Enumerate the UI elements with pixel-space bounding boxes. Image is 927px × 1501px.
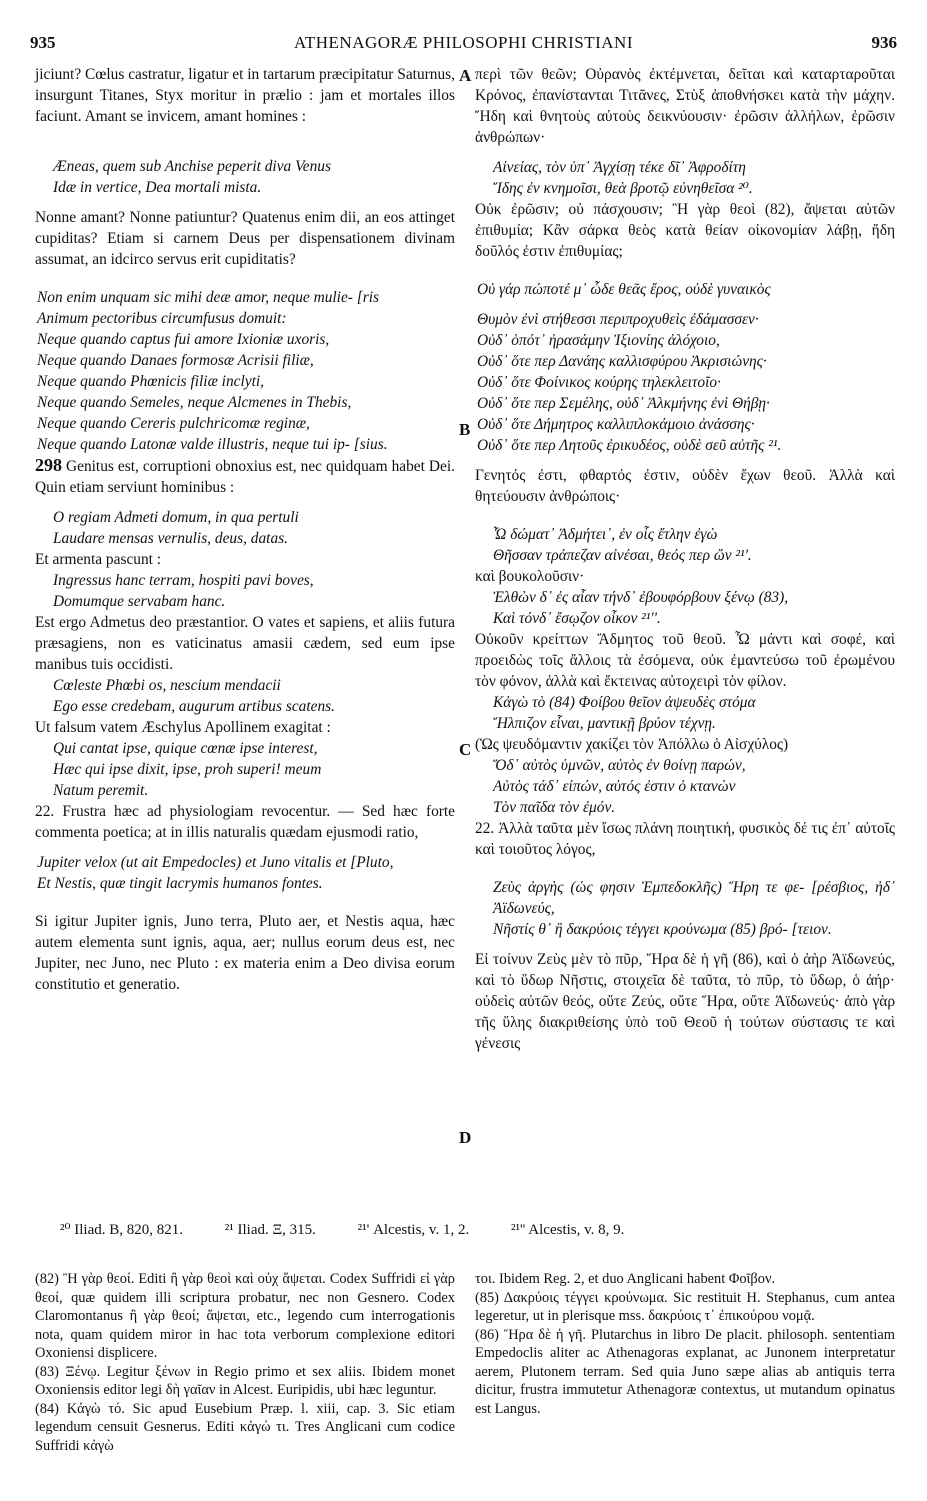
latin-verse-line: Animum pectoribus circumfusus domuit: <box>37 310 287 327</box>
greek-verse-line: Οὐ γάρ πώποτέ μ᾽ ὧδε θεᾶς ἔρος, οὐδὲ γυναικὸς <box>477 281 771 298</box>
latin-verse-line: Neque quando Phœnicis filiæ inclyti, <box>37 373 264 390</box>
running-title: ATHENAGORÆ PHILOSOPHI CHRISTIANI <box>293 33 633 52</box>
latin-verse-line: Neque quando Danaes formosæ Acrisii filiæ, <box>37 352 314 369</box>
latin-verse-line: Neque quando Cereris pulchricomæ reginæ, <box>37 415 310 432</box>
greek-paragraph: Οὐκοῦν κρείττων Ἄδμητος τοῦ θεοῦ. Ὦ μάντι καὶ σοφέ, καὶ προειδὼς τοῖς ἄλλοις τὰ ἐσόμενα, οὐκ ἐμαντεύσω τοῦ ἐρωμένου τὸν φόνον, ἀλλὰ καὶ ἔκτεινας αὐτοχειρὶ τὸν φίλον. <box>475 631 895 690</box>
critical-note: (82) Ἢ γὰρ θεοί. Editi ἢ γὰρ θεοὶ καὶ οὐχ ἅψεται. Codex Suffridi εἰ γὰρ θεοί, quæ quidem illi scriptura probatur, nec non Gesnero. Codex Claromontanus ἢ γὰρ θεοί; ἅψεται, etc., legendo cum interrogationis nota, quam quidem miror in hac tota verborum complexione editori Oxoniensi displicere. <box>35 1271 455 1361</box>
greek-verse-line: Ὅδ᾽ αὐτὸς ὑμνῶν, αὐτὸς ἐν θοίνῃ παρών, <box>493 757 746 774</box>
latin-paragraph: jiciunt? Cœlus castratur, ligatur et in tartarum præcipitatur Saturnus, insurgunt Titanes, Styx moritur in prælio : jam et mortales illos faciunt. Amant se invicem, amant homines : <box>35 66 455 125</box>
greek-verse-line: Οὐδ᾽ ὅτε Φοίνικος κούρης τηλεκλειτοῖο· <box>477 374 721 391</box>
greek-paragraph: καὶ βουκολοῦσιν· <box>475 568 585 585</box>
greek-verse-line: Ὦ δώματ᾽ Ἀδμήτει᾽, ἐν οἷς ἔτλην ἐγὼ <box>493 526 718 543</box>
notes-left-column <box>35 1270 455 1455</box>
critical-note: (85) Δακρύοις τέγγει κρούνωμα. Sic restituit H. Stephanus, cum antea legeretur, ut in plerisque mss. δακρύοις τ᾽ ἐπικούρου νομᾷ. <box>475 1289 895 1324</box>
latin-paragraph: Et armenta pascunt : <box>35 551 162 568</box>
latin-verse-line: Æneas, quem sub Anchise peperit diva Venus <box>53 158 331 175</box>
latin-paragraph: 298 Genitus est, corruptioni obnoxius est, nec quidquam habet Dei. Quin etiam serviunt hominibus : <box>35 455 455 496</box>
critical-note: τοι. Ibidem Reg. 2, et duo Anglicani habent Φοῖβον. <box>475 1271 776 1287</box>
greek-verse-line: Οὐδ᾽ ὅτε περ Σεμέλης, οὐδ᾽ Ἀλκμήνης ἐνὶ Θήβῃ· <box>477 395 770 412</box>
greek-paragraph: Οὐκ ἐρῶσιν; οὐ πάσχουσιν; Ἢ γὰρ θεοὶ (82), ἄψεται αὐτῶν ἐπιθυμία; Κἂν σάρκα θεὸς κατὰ θείαν οἰκονομίαν λάβῃ, ἤδη δοῦλός ἐστιν ἐπιθυμίας; <box>475 201 895 260</box>
left-page-number: 935 <box>30 33 56 52</box>
margin-letter-a: A <box>459 66 472 85</box>
critical-note: (86) Ἥρα δὲ ἡ γῆ. Plutarchus in libro De placit. philosoph. sententiam Empedoclis aliter ac Athenagoras explanat, ac Junonem interpretatur aerem, Plutonem terram. Sed quia Juno sæpe alias ab antiquis terra dicitur, frustra immutetur Athenagoræ contextus, ut mutandum opinatus est Langus. <box>475 1326 895 1417</box>
right-page-number: 936 <box>871 33 897 52</box>
latin-verse-line: Neque quando captus fui amore Ixioniæ uxoris, <box>37 331 330 348</box>
greek-paragraph: (Ὡς ψευδόμαντιν χακίζει τὸν Ἀπόλλω ὁ Αἰσχύλος) <box>475 736 789 753</box>
greek-column <box>475 64 895 1054</box>
greek-paragraph: Εἰ τοίνυν Ζεὺς μὲν τὸ πῦρ, Ἥρα δὲ ἡ γῆ (86), καὶ ὁ ἀὴρ Ἀϊδωνεύς, καὶ τὸ ὕδωρ Νῆστις, στοιχεῖα δὲ ταῦτα, τὸ πῦρ, τὸ ὕδωρ, ὁ ἀήρ· οὐδεὶς αὐτῶν θεός, οὔτε Ζεύς, οὔτε Ἥρα, οὔτε Ἀϊδωνεύς· ἀπὸ γὰρ τῆς ὕλης διακριθείσης ὑπὸ τοῦ Θεοῦ ἡ τούτων σύστασις τε καὶ γένεσις <box>475 951 895 1052</box>
greek-verse-line: Τὸν παῖδα τὸν ἐμόν. <box>493 799 616 816</box>
greek-verse-line: Νῆστίς θ᾽ ἣ δακρύοις τέγγει κρούνωμα (85) βρό- [τειον. <box>493 921 832 938</box>
greek-verse-line: Ζεὺς ἀργὴς (ὡς φησιν Ἐμπεδοκλῆς) Ἥρη τε φε- [ρέσβιος, ἠδ᾽ Ἀϊδωνεύς, <box>493 879 895 917</box>
footnote-references <box>60 1220 860 1239</box>
greek-paragraph: Γενητός ἐστι, φθαρτός ἐστιν, οὐδὲν ἔχων θεοῦ. Ἀλλὰ καὶ θητεύουσιν ἀνθρώποις· <box>475 467 895 505</box>
latin-verse-line: Qui cantat ipse, quique cœnæ ipse interest, <box>53 740 318 757</box>
greek-verse-line: Οὐδ᾽ ὅτε Δήμητρος καλλιπλοκάμοιο ἀνάσσης· <box>477 416 755 433</box>
latin-verse-line: Ingressus hanc terram, hospiti pavi boves, <box>53 572 314 589</box>
greek-verse-line: Καὶ τόνδ᾽ ἔσῳζον οἶκον ²¹''. <box>493 610 661 627</box>
footnote-ref: ²⁰ Iliad. B, 820, 821. <box>60 1222 184 1238</box>
greek-verse-line: Ἐλθὼν δ᾽ ἐς αἶαν τήνδ᾽ ἐβουφόρβουν ξένῳ (83), <box>493 589 789 606</box>
margin-letter-c: C <box>459 740 472 759</box>
latin-verse-line: Cœleste Phœbi os, nescium mendacii <box>53 677 281 694</box>
latin-verse-line: Et Nestis, quæ tingit lacrymis humanos fontes. <box>37 875 323 892</box>
greek-verse-line: Αὐτὸς τάδ᾽ εἰπών, αὐτός ἐστιν ὁ κτανὼν <box>493 778 736 795</box>
footnote-ref: ²¹'' Alcestis, v. 8, 9. <box>510 1222 625 1238</box>
greek-paragraph: 22. Ἀλλὰ ταῦτα μὲν ἴσως πλάνη ποιητική, φυσικὸς δέ τις ἐπ᾽ αὐτοῖς καὶ τοιοῦτος λόγος, <box>475 820 895 858</box>
latin-column <box>35 64 455 995</box>
latin-paragraph: Si igitur Jupiter ignis, Juno terra, Pluto aer, et Nestis aqua, hæc autem elementa sunt ignis, aqua, aer; nullus eorum deus est, nec Jupiter, nec Juno, nec Pluto : ex materia enim a Deo divisa eorum constitutio et generatio. <box>35 913 455 993</box>
latin-verse-line: Ego esse credebam, augurum artibus scatens. <box>53 698 335 715</box>
margin-letter-d: D <box>459 1128 472 1147</box>
critical-note: (84) Κἀγὼ τό. Sic apud Eusebium Præp. l. xiii, cap. 3. Sic etiam legendum censuit Gesnerus. Editi κἀγώ τι. Tres Anglicani cum codice Suffridi κἀγὼ <box>35 1400 455 1454</box>
latin-paragraph: Ut falsum vatem Æschylus Apollinem exagitat : <box>35 719 331 736</box>
critical-note: (83) Ξένῳ. Legitur ξένων in Regio primo et sex aliis. Ibidem monet Oxoniensis editor legi δὴ γαῖαν in Alcest. Euripidis, ubi hæc leguntur. <box>35 1363 455 1398</box>
section-number: 298 <box>35 455 62 475</box>
greek-verse-line: Οὐδ᾽ ὅτε περ Δανάης καλλισφύρου Ἀκρισιώνης· <box>477 353 767 370</box>
latin-verse-line: Non enim unquam sic mihi deæ amor, neque mulie- [ris <box>37 289 379 306</box>
latin-verse-line: Neque quando Latonæ valde illustris, neque tui ip- [sius. <box>37 436 388 453</box>
greek-verse-line: Οὐδ᾽ ὁπότ᾽ ἠρασάμην Ἰξιονίης ἀλόχοιο, <box>477 332 720 349</box>
footnote-ref: ²¹' Alcestis, v. 1, 2. <box>357 1222 470 1238</box>
footnote-ref: ²¹ Iliad. Ξ, 315. <box>224 1222 316 1238</box>
latin-paragraph: Nonne amant? Nonne patiuntur? Quatenus enim dii, an eos attinget cupiditas? Etiam si carnem Deus per dispensationem divinam assumat, an idcirco servus erit cupiditatis? <box>35 209 455 268</box>
latin-verse-line: Natum peremit. <box>53 782 149 799</box>
latin-paragraph: Est ergo Admetus deo præstantior. O vates et sapiens, et aliis futura præsagiens, non es vaticinatus amasii cædem, sed eum ipse manibus tuis occidisti. <box>35 614 455 673</box>
greek-verse-line: Θῆσσαν τράπεζαν αἰνέσαι, θεός περ ὤν ²¹'. <box>493 547 752 564</box>
greek-verse-line: Θυμὸν ἐνὶ στήθεσσι περιπροχυθεὶς ἐδάμασσεν· <box>477 311 759 328</box>
latin-verse-line: Domumque servabam hanc. <box>53 593 226 610</box>
latin-verse-line: Laudare mensas vernulis, deus, datas. <box>53 530 288 547</box>
notes-right-column <box>475 1270 895 1418</box>
greek-verse-line: Αἰνείας, τὸν ὑπ᾽ Ἀγχίσῃ τέκε δῖ᾽ Ἀφροδίτη <box>493 159 746 176</box>
latin-verse-line: Jupiter velox (ut ait Empedocles) et Juno vitalis et [Pluto, <box>37 854 394 871</box>
greek-paragraph: περὶ τῶν θεῶν; Οὐρανὸς ἐκτέμνεται, δεῖται καὶ καταρταροῦται Κρόνος, ἐπανίστανται Τιτᾶνες, Στὺξ ἀποθνήσκει κατὰ τὴν μάχην. Ἤδη καὶ θνητοὺς αὐτοὺς δεικνύουσιν· ἐρῶσιν ἀλλήλων, ἐρῶσιν ἀνθρώπων· <box>475 66 895 146</box>
page-header <box>30 33 897 57</box>
latin-paragraph: 22. Frustra hæc ad physiologiam revocentur. — Sed hæc forte commenta poetica; at in illis naturalis quædam ejusmodi ratio, <box>35 803 455 841</box>
latin-verse-line: Neque quando Semeles, neque Alcmenes in Thebis, <box>37 394 352 411</box>
greek-verse-line: Ἴδης ἐν κνημοῖσι, θεὰ βροτῷ εὐνηθεῖσα ²⁰. <box>493 180 753 197</box>
greek-verse-line: Ἤλπιζον εἶναι, μαντικῇ βρύον τέχνῃ. <box>493 715 716 732</box>
greek-verse-line: Κἀγὼ τὸ (84) Φοίβου θεῖον ἀψευδὲς στόμα <box>493 694 756 711</box>
latin-verse-line: Idæ in vertice, Dea mortali mista. <box>53 179 262 196</box>
latin-verse-line: Hæc qui ipse dixit, ipse, proh superi! meum <box>53 761 322 778</box>
greek-verse-line: Οὐδ᾽ ὅτε περ Λητοῦς ἐρικυδέος, οὐδὲ σεῦ αὐτῆς ²¹. <box>477 437 782 454</box>
margin-letter-b: B <box>459 420 471 439</box>
latin-verse-line: O regiam Admeti domum, in qua pertuli <box>53 509 299 526</box>
